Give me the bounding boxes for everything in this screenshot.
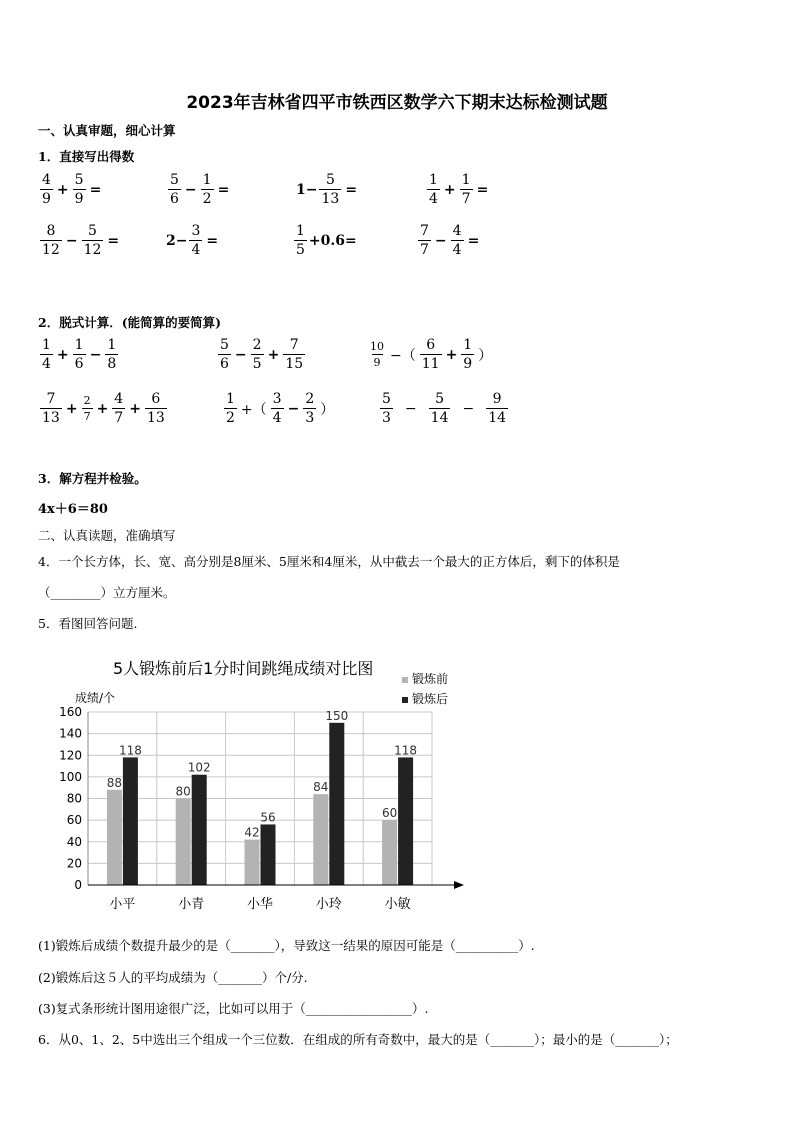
- bar-锻炼后: [398, 757, 413, 885]
- q5-sub2: (2)锻炼后这５人的平均成绩为（_______）个/分.: [38, 970, 308, 985]
- q2-expr-6: 5 3 − $\frac{5}{14}$ − $\frac{9}{14}$: [382, 391, 507, 426]
- bar-锻炼后: [329, 723, 344, 885]
- data-label: 88: [106, 775, 123, 790]
- q5-label: 5．看图回答问题.: [38, 616, 138, 631]
- data-label: 118: [394, 743, 418, 758]
- q6-text: 6．从0、1、2、5中选出三个组成一个三位数．在组成的所有奇数中，最大的是（_______）；最小的是（_______）；: [38, 1032, 678, 1047]
- y-tick-label: 0: [74, 878, 82, 892]
- bar-锻炼前: [176, 799, 191, 886]
- y-tick-label: 120: [59, 748, 82, 763]
- q1-item-7: 1 5 +0.6=: [296, 223, 357, 258]
- x-tick-label: 小敏: [384, 897, 411, 912]
- q1-item-2: 5 6 − $\frac{1}{2}$ =: [170, 172, 230, 207]
- data-label: 150: [325, 708, 349, 723]
- data-label: 80: [175, 784, 191, 799]
- q2-expr-4: 7 13 + $\frac{2}{7}$ + $\frac{4}{7}$ + $\frac{6}{13}$: [42, 391, 165, 426]
- x-axis-arrow: [454, 881, 464, 889]
- data-label: 102: [187, 760, 211, 775]
- bar-锻炼后: [123, 757, 138, 885]
- x-tick-label: 小华: [246, 897, 274, 912]
- y-tick-label: 60: [66, 813, 82, 828]
- chart-grid: [88, 712, 432, 885]
- q2-label: 2．脱式计算．(能简算的要简算): [38, 315, 222, 330]
- y-tick-label: 20: [66, 856, 82, 871]
- q4-text-line2: （________）立方厘米。: [38, 585, 176, 600]
- page-title: 2023年吉林省四平市铁西区数学六下期末达标检测试题: [186, 93, 608, 113]
- q2-expr-2: 5 6 − $\frac{2}{5}$ + $\frac{7}{15}$: [220, 337, 304, 372]
- x-tick-label: 小青: [178, 897, 205, 912]
- bar-chart: [30, 670, 470, 920]
- q1-item-8: 7 7 − $\frac{4}{4}$ =: [420, 223, 480, 258]
- q3-equation: 4x＋6＝80: [38, 502, 108, 517]
- bar-锻炼后: [192, 775, 207, 885]
- legend-label: 锻炼前: [412, 672, 449, 686]
- x-tick-label: 小玲: [315, 897, 342, 912]
- bar-锻炼前: [107, 790, 122, 885]
- section2-heading: 二、认真读题，准确填写: [38, 528, 176, 543]
- q1-item-4: 1 4 + $\frac{1}{7}$ =: [429, 172, 489, 207]
- x-axis-ticks: [109, 896, 410, 912]
- bar-锻炼前: [245, 840, 260, 885]
- chart-bars: [107, 709, 417, 885]
- y-tick-label: 80: [66, 791, 82, 806]
- section1-heading: 一、认真审题，细心计算: [38, 123, 176, 138]
- y-tick-label: 160: [59, 705, 82, 719]
- legend-swatch: [402, 697, 408, 703]
- chart-title: 5人锻炼前后1分时间跳绳成绩对比图: [113, 659, 374, 678]
- data-label: 56: [260, 810, 276, 825]
- y-axis-ticks: [59, 705, 82, 892]
- x-tick-label: 小平: [109, 897, 136, 912]
- y-tick-label: 100: [59, 769, 82, 784]
- legend-label: 锻炼后: [412, 692, 449, 706]
- q4-text-line1: 4．一个长方体，长、宽、高分别是8厘米、5厘米和4厘米，从中截去一个最大的正方体后，剩下的体积是: [38, 554, 620, 569]
- bar-锻炼后: [261, 824, 276, 885]
- bar-锻炼前: [382, 820, 397, 885]
- bar-锻炼前: [313, 794, 328, 885]
- q1-item-5: 8 12 − $\frac{5}{12}$ =: [42, 223, 120, 258]
- q3-label: 3．解方程并检验。: [38, 471, 147, 486]
- legend-swatch: [402, 677, 408, 683]
- q1-label: 1．直接写出得数: [38, 149, 135, 164]
- q5-sub3: (3)复式条形统计图用途很广泛，比如可以用于（_________________）.: [38, 1001, 429, 1016]
- y-axis-label: 成绩/个: [75, 691, 116, 705]
- chart-legend: [402, 671, 448, 706]
- q2-expr-1: 1 4 + $\frac{1}{6}$ − $\frac{1}{8}$: [42, 337, 117, 372]
- y-tick-label: 140: [59, 726, 82, 741]
- data-label: 42: [244, 825, 260, 840]
- y-tick-label: 40: [66, 834, 82, 849]
- q2-expr-3: 10 9 −（ 6 11 + $\frac{1}{9}$ ）: [370, 337, 493, 372]
- data-label: 118: [118, 743, 142, 758]
- q1-item-6: 2− $\frac{3}{4}$ =: [166, 223, 219, 258]
- data-label: 84: [313, 780, 329, 795]
- q5-sub1: (1)锻炼后成绩个数提升最少的是（_______），导致这一结果的原因可能是（__________）.: [38, 938, 535, 953]
- q1-item-3: 1− $\frac{5}{13}$ =: [296, 172, 358, 207]
- q1-item-1: 4 9 + $\frac{5}{9}$ =: [42, 172, 102, 207]
- q2-expr-5: 1 2 +（ 3 4 − $\frac{2}{3}$ ）: [226, 391, 335, 426]
- data-label: 60: [381, 806, 398, 821]
